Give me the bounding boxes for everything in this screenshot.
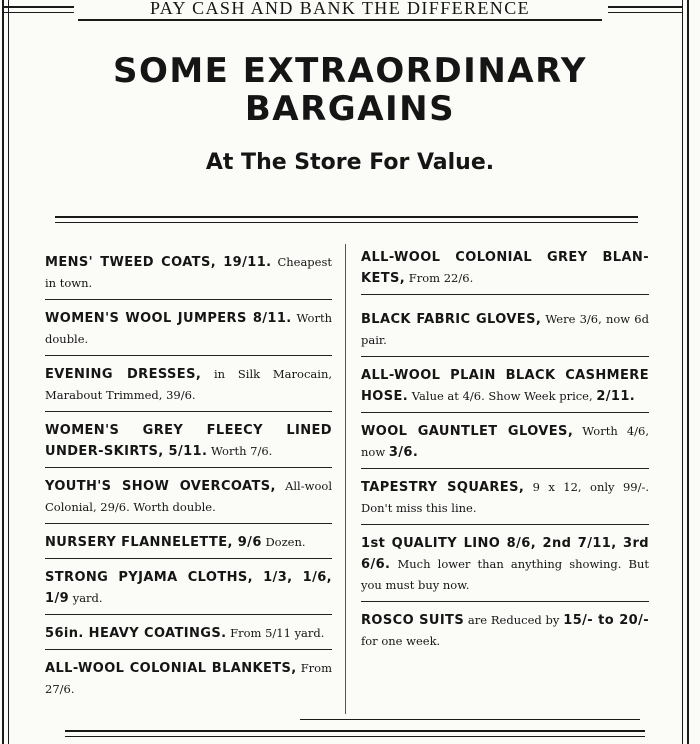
top-rule-left <box>4 6 74 8</box>
left-border-outer <box>2 0 4 744</box>
right-border-inner <box>682 0 683 744</box>
list-item: ALL-WOOL COLONIAL BLANKETS, From 27/6. <box>45 661 332 696</box>
headline-line-2: BARGAINS <box>244 89 456 129</box>
right-border-outer <box>687 0 689 744</box>
left-column <box>45 252 332 700</box>
item-divider <box>45 649 332 650</box>
list-item: ALL-WOOL COLONIAL GREY BLAN-KETS, From 22/6. <box>361 250 649 286</box>
list-item: STRONG PYJAMA CLOTHS, 1/3, 1/6, 1/9 yard. <box>45 570 332 606</box>
item-divider <box>45 558 332 559</box>
item-divider <box>361 356 649 357</box>
item-divider <box>361 601 649 602</box>
item-divider <box>45 411 332 412</box>
headline-line-1: SOME EXTRAORDINARY <box>112 51 588 91</box>
list-item: WOOL GAUNTLET GLOVES, Worth 4/6, now 3/6. <box>361 424 649 460</box>
right-column <box>361 247 649 652</box>
list-item: WOMEN'S GREY FLEECY LINED UNDER-SKIRTS, 5/11. Worth 7/6. <box>45 423 332 459</box>
divider-top-1 <box>55 216 638 218</box>
top-rule-right-2 <box>608 12 682 13</box>
column-separator <box>345 244 346 714</box>
top-rule-left-2 <box>4 12 74 13</box>
list-item: EVENING DRESSES, in Silk Marocain, Marabout Trimmed, 39/6. <box>45 367 332 402</box>
item-divider <box>45 467 332 468</box>
list-item: WOMEN'S WOOL JUMPERS 8/11. Worth double. <box>45 311 333 346</box>
divider-bottom-partial <box>300 719 640 720</box>
divider-bottom-1 <box>65 730 645 732</box>
item-divider <box>361 412 649 413</box>
list-item: TAPESTRY SQUARES, 9 x 12, only 99/-. Don't miss this line. <box>361 480 650 515</box>
top-rule-right <box>608 6 682 8</box>
list-item: MENS' TWEED COATS, 19/11. Cheapest in town. <box>45 255 332 290</box>
slogan: PAY CASH AND BANK THE DIFFERENCE <box>78 0 602 21</box>
left-border-inner <box>8 0 9 744</box>
item-divider <box>361 294 649 295</box>
item-divider <box>45 299 332 300</box>
item-divider <box>361 524 649 525</box>
item-divider <box>45 523 332 524</box>
list-item: NURSERY FLANNELETTE, 9/6 Dozen. <box>45 535 306 550</box>
list-item: ROSCO SUITS are Reduced by 15/- to 20/- for one week. <box>361 613 650 648</box>
list-item: 56in. HEAVY COATINGS. From 5/11 yard. <box>45 626 325 641</box>
item-divider <box>45 614 332 615</box>
divider-top-2 <box>55 222 638 223</box>
list-item: 1st QUALITY LINO 8/6, 2nd 7/11, 3rd 6/6. Much lower than anything showing. But you must buy now. <box>361 536 649 592</box>
item-divider <box>361 468 649 469</box>
list-item: BLACK FABRIC GLOVES, Were 3/6, now 6d pair. <box>361 312 649 347</box>
list-item: ALL-WOOL PLAIN BLACK CASHMERE HOSE. Value at 4/6. Show Week price, 2/11. <box>361 368 649 404</box>
item-divider <box>45 355 332 356</box>
divider-bottom-2 <box>65 736 645 737</box>
list-item: YOUTH'S SHOW OVERCOATS, All-wool Colonial, 29/6. Worth double. <box>45 479 332 514</box>
subheadline: At The Store For Value. <box>205 150 495 175</box>
